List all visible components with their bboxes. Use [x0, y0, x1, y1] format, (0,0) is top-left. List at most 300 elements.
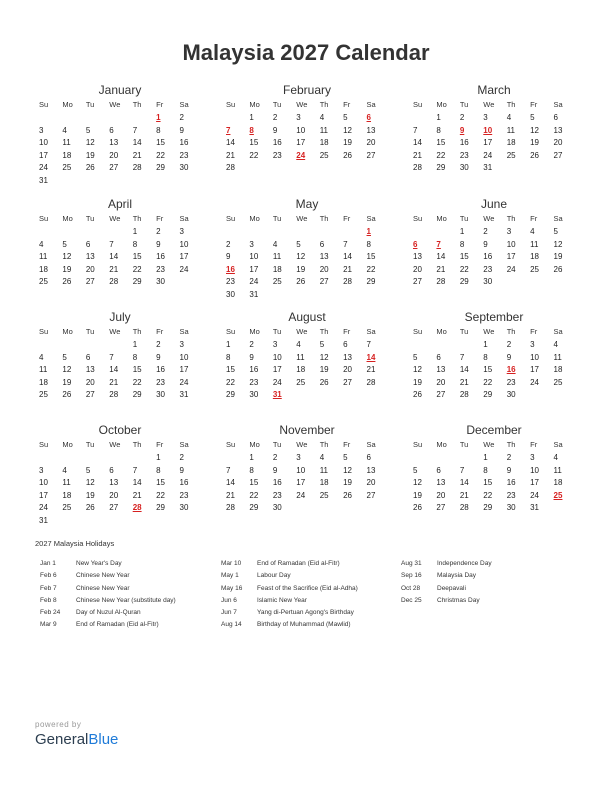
holiday-date: May 1	[221, 572, 239, 580]
day-cell: 3	[506, 227, 512, 236]
weekday-label: We	[296, 214, 308, 223]
day-cell: 30	[249, 390, 259, 399]
day-cell: 5	[85, 125, 91, 135]
weekday-header	[225, 325, 389, 339]
weekday-label: Fr	[156, 327, 164, 336]
day-cell: 15	[436, 138, 446, 147]
day-cell	[61, 339, 84, 352]
day-cell: 31	[530, 503, 540, 512]
day-cell: 25	[62, 503, 72, 512]
weekday-label: Fr	[530, 327, 538, 336]
weekday-label: We	[483, 327, 495, 336]
month-january	[38, 82, 202, 187]
day-cell: 21	[459, 377, 469, 387]
day-cell: 31	[39, 175, 48, 185]
weekday-label: Mo	[62, 440, 73, 449]
day-cell	[529, 162, 552, 175]
day-cell: 2	[506, 453, 512, 462]
holiday-name: Chinese New Year	[76, 584, 130, 592]
weekday-label: Su	[413, 100, 423, 109]
weekday-label: Sa	[553, 100, 563, 109]
weekday-label: Th	[132, 440, 142, 449]
day-cell: 4	[506, 113, 512, 122]
day-cell: 14	[109, 252, 119, 261]
day-cell	[108, 112, 131, 125]
day-cell	[459, 339, 482, 352]
day-cell: 8	[249, 465, 254, 475]
day-cell: 31	[483, 163, 493, 172]
day-cell: 20	[109, 490, 119, 500]
day-cell: 27	[343, 377, 353, 387]
day-cell: 30	[179, 163, 189, 172]
day-cell: 14	[132, 478, 142, 487]
weekday-label: Tu	[85, 440, 95, 449]
day-cell: 16	[179, 138, 189, 147]
holiday-row	[221, 558, 377, 570]
holiday-date: Sep 16	[401, 572, 422, 580]
day-cell: 22	[156, 490, 166, 500]
week-row	[225, 162, 389, 175]
weekday-header	[412, 212, 576, 226]
day-cell: 3	[179, 340, 184, 349]
holiday-name: Deepavali	[437, 584, 466, 592]
day-cell	[319, 226, 342, 239]
day-cell: 16	[249, 365, 259, 374]
weekday-label: Sa	[553, 327, 563, 336]
day-cell	[553, 389, 576, 402]
day-cell: 2	[249, 340, 254, 349]
day-cell: 5	[413, 465, 418, 475]
day-cell: 21	[459, 490, 469, 500]
week-row	[38, 339, 202, 352]
week-row	[225, 452, 389, 465]
day-cell: 26	[85, 503, 95, 512]
weekday-label: We	[296, 440, 308, 449]
weekday-label: Mo	[62, 100, 73, 109]
day-cell	[295, 389, 318, 402]
day-cell: 11	[272, 252, 282, 261]
holiday-date: May 16	[221, 584, 243, 592]
holiday-date: Dec 25	[401, 596, 422, 604]
holiday-date: Oct 28	[401, 584, 421, 592]
week-row	[225, 289, 389, 302]
day-cell: 6	[85, 239, 91, 249]
day-cell: 15	[132, 252, 142, 261]
day-cell: 12	[296, 252, 306, 261]
day-cell: 26	[413, 503, 422, 512]
day-cell: 5	[296, 239, 301, 249]
day-cell: 7	[132, 465, 138, 475]
day-cell: 15	[226, 365, 235, 374]
day-cell: 16	[226, 264, 235, 274]
weekday-label: Sa	[553, 214, 563, 223]
weekday-label: Mo	[436, 327, 447, 336]
holiday-row	[221, 619, 377, 631]
day-cell: 17	[530, 365, 540, 374]
weekday-label: Su	[413, 327, 423, 336]
day-cell: 12	[530, 125, 540, 135]
day-cell: 24	[483, 150, 493, 160]
day-cell: 26	[413, 390, 422, 399]
powered-by-text: powered by	[35, 720, 82, 729]
day-cell: 30	[506, 503, 516, 512]
week-row	[225, 502, 389, 515]
week-row	[225, 352, 389, 365]
day-cell: 16	[506, 365, 516, 374]
week-row	[412, 389, 576, 402]
day-cell: 2	[226, 239, 231, 249]
day-cell: 24	[39, 163, 48, 172]
day-cell	[179, 515, 202, 528]
month-february	[225, 82, 389, 175]
day-cell: 22	[156, 150, 166, 160]
day-cell: 11	[553, 465, 562, 475]
day-cell: 30	[156, 390, 166, 399]
holiday-row	[40, 595, 196, 607]
week-row	[225, 150, 389, 163]
week-row	[38, 226, 202, 239]
holiday-row	[40, 558, 196, 570]
weekday-label: Th	[319, 100, 329, 109]
day-cell: 11	[530, 239, 539, 249]
week-row	[412, 162, 576, 175]
day-cell: 31	[179, 390, 189, 399]
weekday-header	[38, 212, 202, 226]
day-cell: 10	[179, 352, 189, 362]
day-cell: 17	[179, 252, 189, 261]
day-cell: 3	[39, 125, 44, 135]
day-cell: 15	[156, 478, 166, 487]
day-cell: 24	[530, 490, 540, 500]
day-cell: 15	[156, 138, 166, 147]
day-cell: 14	[226, 138, 235, 147]
day-cell: 7	[459, 352, 465, 362]
day-cell	[179, 276, 202, 289]
day-cell: 4	[62, 465, 67, 475]
day-cell: 3	[296, 113, 301, 122]
week-row	[412, 339, 576, 352]
weekday-label: Th	[506, 440, 516, 449]
day-cell: 1	[459, 227, 465, 236]
week-row	[225, 276, 389, 289]
day-cell: 16	[272, 478, 282, 487]
holiday-name: New Year's Day	[76, 560, 122, 567]
day-cell: 6	[109, 125, 114, 135]
day-cell	[435, 226, 458, 239]
day-cell: 8	[132, 352, 138, 362]
day-cell: 13	[109, 138, 119, 147]
day-cell	[85, 175, 108, 188]
day-cell: 2	[156, 340, 161, 349]
day-cell: 9	[156, 239, 161, 249]
day-cell: 24	[179, 264, 189, 274]
holiday-date: Aug 14	[221, 621, 242, 629]
weekday-label: Tu	[85, 100, 95, 109]
holiday-date: Mar 9	[40, 621, 57, 629]
weekday-label: Th	[132, 100, 142, 109]
day-cell	[61, 515, 84, 528]
day-cell: 29	[132, 390, 142, 399]
day-cell: 18	[553, 365, 563, 374]
day-cell: 13	[413, 252, 422, 261]
day-cell: 19	[62, 377, 72, 387]
weekday-label: Mo	[436, 100, 447, 109]
day-cell: 19	[343, 138, 353, 147]
day-cell: 27	[85, 277, 95, 286]
day-cell: 13	[85, 252, 95, 261]
day-cell: 23	[156, 264, 166, 274]
day-cell	[38, 112, 61, 125]
day-cell: 21	[109, 264, 119, 274]
day-cell: 16	[483, 252, 493, 261]
weekday-label: Th	[132, 327, 142, 336]
day-cell	[342, 162, 365, 175]
day-cell: 13	[366, 465, 376, 475]
weekday-label: Su	[226, 214, 236, 223]
day-cell: 5	[553, 227, 558, 236]
day-cell: 5	[85, 465, 91, 475]
weekday-header	[38, 325, 202, 339]
holiday-column	[401, 558, 541, 607]
day-cell: 4	[272, 239, 278, 249]
day-cell: 18	[319, 478, 329, 487]
day-cell: 10	[530, 352, 540, 362]
day-cell: 15	[459, 252, 469, 261]
day-cell	[435, 339, 458, 352]
week-row	[38, 251, 202, 264]
day-cell: 29	[483, 503, 493, 512]
day-cell: 2	[156, 227, 161, 236]
week-row	[38, 477, 202, 490]
day-cell: 18	[296, 365, 306, 374]
week-row	[38, 377, 202, 390]
weekday-label: Tu	[272, 100, 282, 109]
day-cell: 2	[179, 453, 184, 462]
day-cell: 16	[272, 138, 282, 147]
day-cell: 23	[272, 150, 282, 160]
day-cell: 3	[296, 453, 301, 462]
day-cell: 1	[249, 453, 254, 462]
day-cell: 9	[272, 465, 278, 475]
day-cell: 11	[319, 465, 328, 475]
day-cell: 22	[249, 150, 259, 160]
week-row	[38, 125, 202, 138]
weekday-header	[225, 438, 389, 452]
day-cell: 7	[459, 465, 465, 475]
day-cell	[553, 162, 576, 175]
day-cell	[248, 162, 271, 175]
day-cell	[132, 452, 155, 465]
day-cell: 20	[85, 377, 95, 387]
day-cell: 20	[319, 264, 329, 274]
day-cell: 29	[459, 277, 469, 286]
day-cell: 1	[436, 113, 441, 122]
week-row	[412, 352, 576, 365]
week-row	[38, 364, 202, 377]
month-name: August	[288, 310, 326, 324]
week-row	[38, 239, 202, 252]
month-name: January	[98, 83, 142, 97]
day-cell	[412, 112, 435, 125]
day-cell: 20	[343, 365, 353, 374]
day-cell: 4	[62, 125, 67, 135]
day-cell: 26	[62, 390, 72, 399]
weekday-label: Th	[506, 327, 516, 336]
day-cell	[366, 502, 389, 515]
day-cell	[248, 226, 271, 239]
day-cell	[412, 339, 435, 352]
day-cell: 6	[436, 465, 441, 475]
day-cell: 28	[459, 503, 469, 512]
month-march	[412, 82, 576, 175]
week-row	[38, 150, 202, 163]
day-cell: 29	[156, 503, 166, 512]
day-cell: 14	[343, 252, 353, 261]
day-cell: 13	[553, 125, 563, 135]
day-cell: 11	[39, 365, 48, 374]
day-cell: 15	[132, 365, 142, 374]
holiday-date: Feb 24	[40, 609, 61, 617]
day-cell: 30	[483, 277, 493, 286]
weekday-label: Mo	[249, 440, 260, 449]
holiday-row	[221, 607, 377, 619]
week-row	[225, 112, 389, 125]
day-cell: 29	[436, 163, 446, 172]
day-cell: 17	[296, 138, 306, 147]
day-cell	[225, 226, 248, 239]
day-cell: 26	[530, 150, 540, 160]
day-cell: 18	[319, 138, 329, 147]
weekday-header	[225, 98, 389, 112]
day-cell	[85, 452, 108, 465]
day-cell: 27	[319, 277, 329, 286]
weekday-label: Tu	[272, 440, 282, 449]
day-cell: 20	[436, 490, 446, 500]
day-cell: 14	[413, 138, 422, 147]
day-cell: 7	[343, 239, 348, 249]
day-cell: 19	[85, 150, 95, 160]
holiday-row	[401, 595, 541, 607]
day-cell: 1	[132, 227, 138, 236]
weekday-label: Tu	[459, 100, 469, 109]
day-cell: 28	[366, 377, 376, 387]
weekday-label: Th	[132, 214, 142, 223]
day-cell: 11	[62, 138, 71, 147]
day-cell: 20	[85, 264, 95, 274]
week-row	[225, 389, 389, 402]
day-cell: 20	[413, 264, 422, 274]
day-cell: 22	[459, 264, 469, 274]
holiday-name: Labour Day	[257, 572, 291, 580]
day-cell: 6	[319, 239, 325, 249]
month-july	[38, 309, 202, 402]
day-cell: 14	[459, 478, 469, 487]
day-cell: 24	[506, 264, 516, 274]
week-row	[38, 264, 202, 277]
day-cell	[319, 289, 342, 302]
weekday-label: Mo	[62, 214, 73, 223]
weekday-header	[412, 98, 576, 112]
day-cell: 19	[413, 490, 422, 500]
holiday-column	[40, 558, 196, 632]
day-cell: 23	[179, 490, 189, 500]
day-cell	[342, 389, 365, 402]
weekday-label: Sa	[366, 100, 376, 109]
day-cell: 21	[436, 264, 446, 274]
day-cell: 23	[483, 264, 493, 274]
day-cell: 14	[132, 138, 142, 147]
weekday-label: Th	[319, 440, 329, 449]
day-cell: 9	[272, 125, 278, 135]
day-cell: 5	[530, 113, 535, 122]
holiday-row	[401, 570, 541, 582]
day-cell: 9	[226, 252, 231, 261]
day-cell: 21	[132, 150, 142, 160]
month-june	[412, 196, 576, 289]
day-cell: 17	[296, 478, 306, 487]
day-cell: 21	[343, 264, 353, 274]
day-cell	[366, 162, 389, 175]
day-cell	[85, 226, 108, 239]
weekday-label: Sa	[553, 440, 563, 449]
week-row	[225, 125, 389, 138]
month-december	[412, 422, 576, 515]
weekday-label: Fr	[343, 100, 351, 109]
day-cell: 12	[413, 478, 422, 487]
day-cell: 10	[530, 465, 540, 475]
day-cell: 5	[62, 352, 67, 362]
day-cell: 7	[366, 340, 371, 349]
day-cell	[272, 226, 295, 239]
day-cell: 9	[506, 465, 512, 475]
day-cell: 16	[156, 252, 166, 261]
holiday-row	[221, 595, 377, 607]
day-cell: 30	[459, 163, 469, 172]
footer	[35, 720, 118, 748]
week-row	[38, 175, 202, 188]
day-cell	[553, 502, 576, 515]
day-cell: 25	[319, 150, 329, 160]
weekday-label: Mo	[249, 327, 260, 336]
day-cell: 7	[109, 352, 114, 362]
day-cell: 2	[483, 227, 488, 236]
weekday-label: We	[109, 327, 121, 336]
day-cell: 3	[249, 239, 254, 249]
month-name: November	[279, 423, 335, 437]
day-cell: 3	[179, 227, 184, 236]
weekday-header	[225, 212, 389, 226]
week-row	[412, 377, 576, 390]
day-cell	[272, 162, 295, 175]
day-cell: 19	[319, 365, 329, 374]
week-row	[412, 452, 576, 465]
week-row	[38, 162, 202, 175]
day-cell: 29	[132, 277, 142, 286]
month-november	[225, 422, 389, 515]
week-row	[38, 137, 202, 150]
day-cell: 10	[39, 138, 48, 147]
day-cell: 28	[132, 163, 142, 172]
day-cell: 19	[553, 252, 563, 261]
day-cell: 22	[132, 264, 142, 274]
weekday-label: Fr	[530, 100, 538, 109]
day-cell	[108, 515, 131, 528]
month-may	[225, 196, 389, 301]
weekday-label: We	[296, 100, 308, 109]
day-cell: 29	[249, 503, 259, 512]
weekday-label: Tu	[272, 327, 282, 336]
weekday-label: Sa	[179, 214, 189, 223]
